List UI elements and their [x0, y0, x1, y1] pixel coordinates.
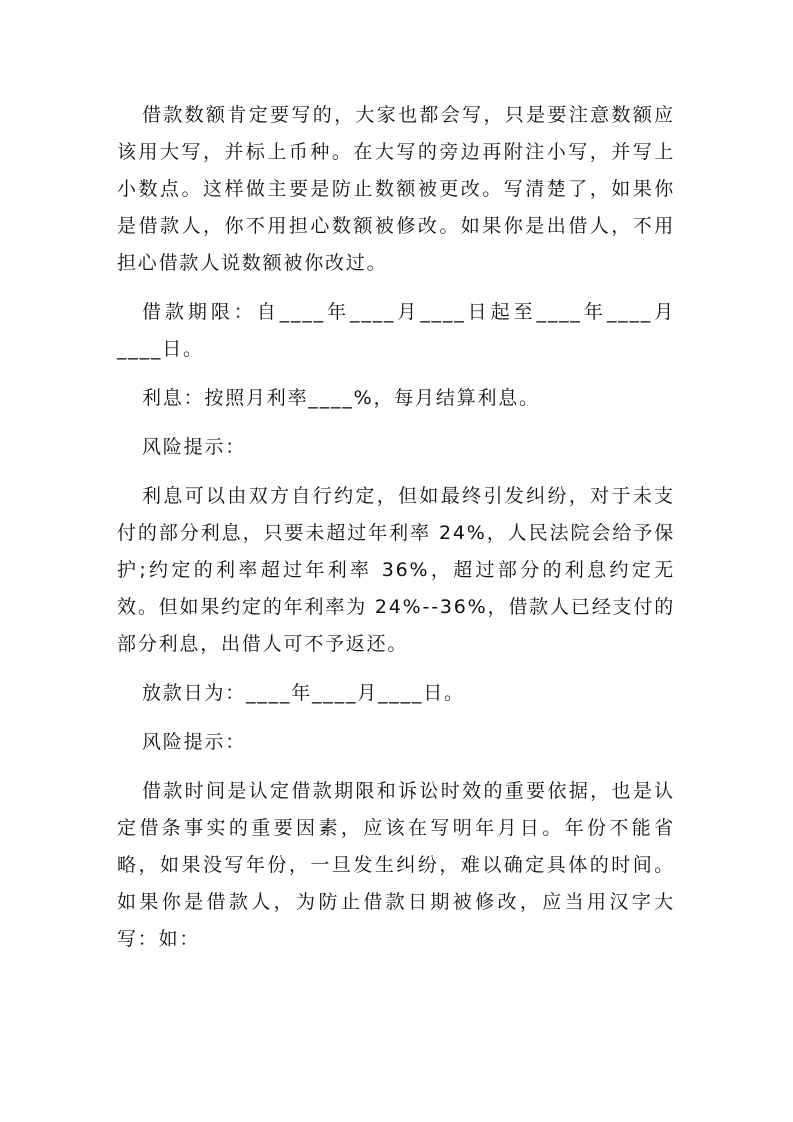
- heading-risk-notice-1: 风险提示：: [142, 436, 247, 458]
- paragraph-interest: 利息：按照月利率____%，每月结算利息。: [142, 387, 540, 409]
- paragraph-loan-term: 借款期限：自____年____月____日起至____年____月____日。: [117, 301, 675, 360]
- paragraph-loan-date-risk: 借款时间是认定借款期限和诉讼时效的重要依据，也是认定借条事实的重要因素，应该在写明年月日。年份不能省略，如果没写年份，一旦发生纠纷，难以确定具体的时间。如果你是借款人，为防止借款日期被修改，应当用汉字大写：如：: [117, 780, 675, 950]
- heading-risk-notice-2: 风险提示：: [142, 731, 247, 753]
- paragraph-interest-risk: 利息可以由双方自行约定，但如最终引发纠纷，对于未支付的部分利息，只要未超过年利率 24%，人民法院会给予保护;约定的利率超过年利率 36%，超过部分的利息约定无效。但如果约定的年利率为 24%--36%，借款人已经支付的部分利息，出借人可不予返还。: [117, 485, 675, 655]
- document-body: [117, 97, 675, 970]
- paragraph-disbursement-date: 放款日为：____年____月____日。: [142, 682, 465, 704]
- paragraph-amount-advice: 借款数额肯定要写的，大家也都会写，只是要注意数额应该用大写，并标上币种。在大写的旁边再附注小写，并写上小数点。这样做主要是防止数额被更改。写清楚了，如果你是借款人，你不用担心数额被修改。如果你是出借人，不用担心借款人说数额被你改过。: [117, 104, 675, 274]
